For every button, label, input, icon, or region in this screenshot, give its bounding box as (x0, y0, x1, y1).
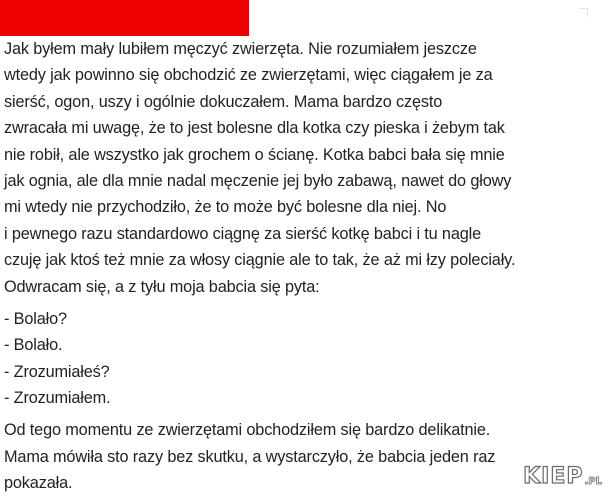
story-line: pokazała. (4, 474, 73, 493)
header-banner (0, 0, 249, 36)
dialogue-line: - Zrozumiałeś? (4, 362, 110, 381)
story-line: zwracała mi uwagę, że to jest bolesne dla kotka czy pieska i żebym tak (4, 119, 505, 138)
story-line: jak ognia, ale dla mnie nadal męczenie jej było zabawą, nawet do głowy (4, 171, 512, 190)
dialogue-line: - Zrozumiałem. (4, 389, 111, 408)
kiep-watermark-logo (523, 464, 602, 488)
story-line: wtedy jak powinno się obchodzić ze zwierzętami, więc ciągałem je za (4, 66, 493, 85)
story-line: Od tego momentu ze zwierzętami obchodziłem się bardzo delikatnie. (4, 421, 491, 440)
story-line: nie robił, ale wszystko jak grochem o ścianę. Kotka babci bała się mnie (4, 145, 505, 164)
story-line: i pewnego razu standardowo ciągnę za sierść kotkę babci i tu nagle (4, 224, 482, 243)
story-line: sierść, ogon, uszy i ogólnie dokuczałem. Mama bardzo często (4, 92, 443, 111)
story-line: Odwracam się, a z tyłu moja babcia się pyta: (4, 277, 320, 296)
story-line: mi wtedy nie przychodziło, że to może być bolesne dla niej. No (4, 198, 447, 217)
dialogue-line: - Bolało. (4, 336, 63, 355)
story-line: czuję jak ktoś też mnie za włosy ciągnie ale to tak, że aż mi łzy poleciały. (4, 251, 516, 270)
dialogue-line: - Bolało? (4, 309, 67, 328)
watermark-suffix: .PL (584, 476, 602, 487)
corner-mark (579, 8, 588, 17)
watermark-main: KIEP (523, 464, 584, 489)
story-line: Mama mówiła sto razy bez skutku, a wystarczyło, że babcia jeden raz (4, 447, 496, 466)
story-text (4, 36, 610, 497)
story-line: Jak byłem mały lubiłem męczyć zwierzęta. Nie rozumiałem jeszcze (4, 40, 477, 58)
